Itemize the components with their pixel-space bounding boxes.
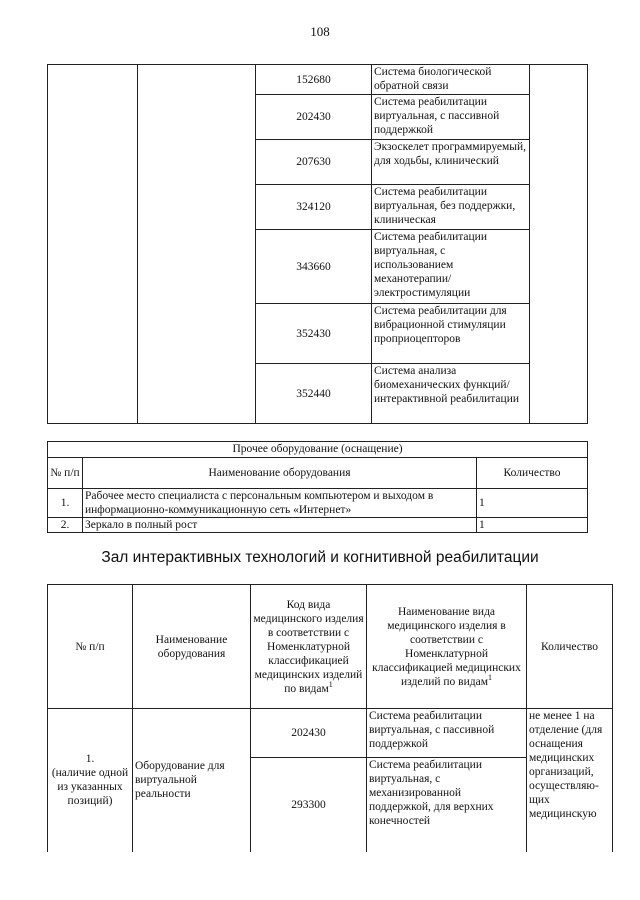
- column-header-kind-text: Наименование вида медицинского изделия в соответствии с Номенклатурной классификацией медицинских изделий по видам: [372, 605, 521, 688]
- row-number-cell: [48, 709, 133, 852]
- device-name: Система реабилитации виртуальная, с механизированной поддержкой, для верхних конечностей: [367, 758, 527, 852]
- device-name: Система реабилитации для вибрационной стимуляции проприоцепторов: [372, 304, 530, 364]
- section-title: Зал интерактивных технологий и когнитивной реабилитации: [101, 549, 539, 566]
- equipment-name: Зеркало в полный рост: [83, 518, 477, 533]
- table-caption-row: [48, 442, 588, 458]
- device-name: Система реабилитации виртуальная, с использованием механотерапии/ электростимуляции: [372, 230, 530, 304]
- table-header-row: [48, 458, 588, 489]
- footnote-mark: 1: [487, 672, 492, 682]
- device-code: 207630: [256, 140, 372, 185]
- device-name: Система реабилитации виртуальная, без поддержки, клиническая: [372, 185, 530, 230]
- interactive-technologies-table: [47, 584, 613, 852]
- row-number: 1.: [48, 489, 83, 518]
- column-header-num: № п/п: [48, 458, 83, 489]
- device-name: Система биологической обратной связи: [372, 65, 530, 95]
- other-equipment-table: [47, 441, 588, 533]
- table-row: [48, 65, 588, 95]
- empty-cell: [530, 65, 588, 424]
- row-number-note: (наличие одной из указанных позиций): [51, 767, 129, 808]
- empty-cell: [138, 65, 256, 424]
- table-row: [48, 489, 588, 518]
- page-number: 108: [310, 24, 330, 39]
- device-code: 343660: [256, 230, 372, 304]
- equipment-name: Рабочее место специалиста с персональным компьютером и выходом в информационно-коммуникационную сеть «Интернет»: [83, 489, 477, 518]
- device-code: 202430: [251, 709, 367, 758]
- device-code: 352430: [256, 304, 372, 364]
- device-name: Система реабилитации виртуальная, с пассивной поддержкой: [367, 709, 527, 758]
- device-code: 352440: [256, 364, 372, 424]
- table-row: [48, 709, 613, 758]
- table-caption: Прочее оборудование (оснащение): [48, 442, 588, 458]
- device-code: 324120: [256, 185, 372, 230]
- footnote-mark: 1: [328, 679, 333, 689]
- column-header-name: Наименование оборудования: [83, 458, 477, 489]
- column-header-name: Наименование оборудования: [133, 585, 251, 709]
- equipment-quantity: не менее 1 на отделение (для оснащения медицинских организаций, осуществляю- щих медицинскую: [527, 709, 613, 852]
- table-header-row: [48, 585, 613, 709]
- equipment-quantity: 1: [477, 489, 588, 518]
- device-code: 293300: [251, 758, 367, 852]
- device-name: Система анализа биомеханических функций/интерактивной реабилитации: [372, 364, 530, 424]
- column-header-num: № п/п: [48, 585, 133, 709]
- equipment-quantity: 1: [477, 518, 588, 533]
- device-code: 152680: [256, 65, 372, 95]
- device-code: 202430: [256, 95, 372, 140]
- empty-cell: [48, 65, 138, 424]
- column-header-code: [251, 585, 367, 709]
- table-row: [48, 518, 588, 533]
- device-name: Система реабилитации виртуальная, с пассивной поддержкой: [372, 95, 530, 140]
- device-name: Экзоскелет программируемый, для ходьбы, клинический: [372, 140, 530, 185]
- medical-devices-table-continued: [47, 64, 588, 424]
- row-number: 2.: [48, 518, 83, 533]
- row-number: 1.: [85, 753, 95, 766]
- equipment-name: Оборудование для виртуальной реальности: [133, 709, 251, 852]
- column-header-code-text: Код вида медицинского изделия в соответствии с Номенклатурной классификацией медицинских изделий по видам: [253, 598, 364, 695]
- column-header-kind: [367, 585, 527, 709]
- column-header-qty: Количество: [477, 458, 588, 489]
- column-header-qty: Количество: [527, 585, 613, 709]
